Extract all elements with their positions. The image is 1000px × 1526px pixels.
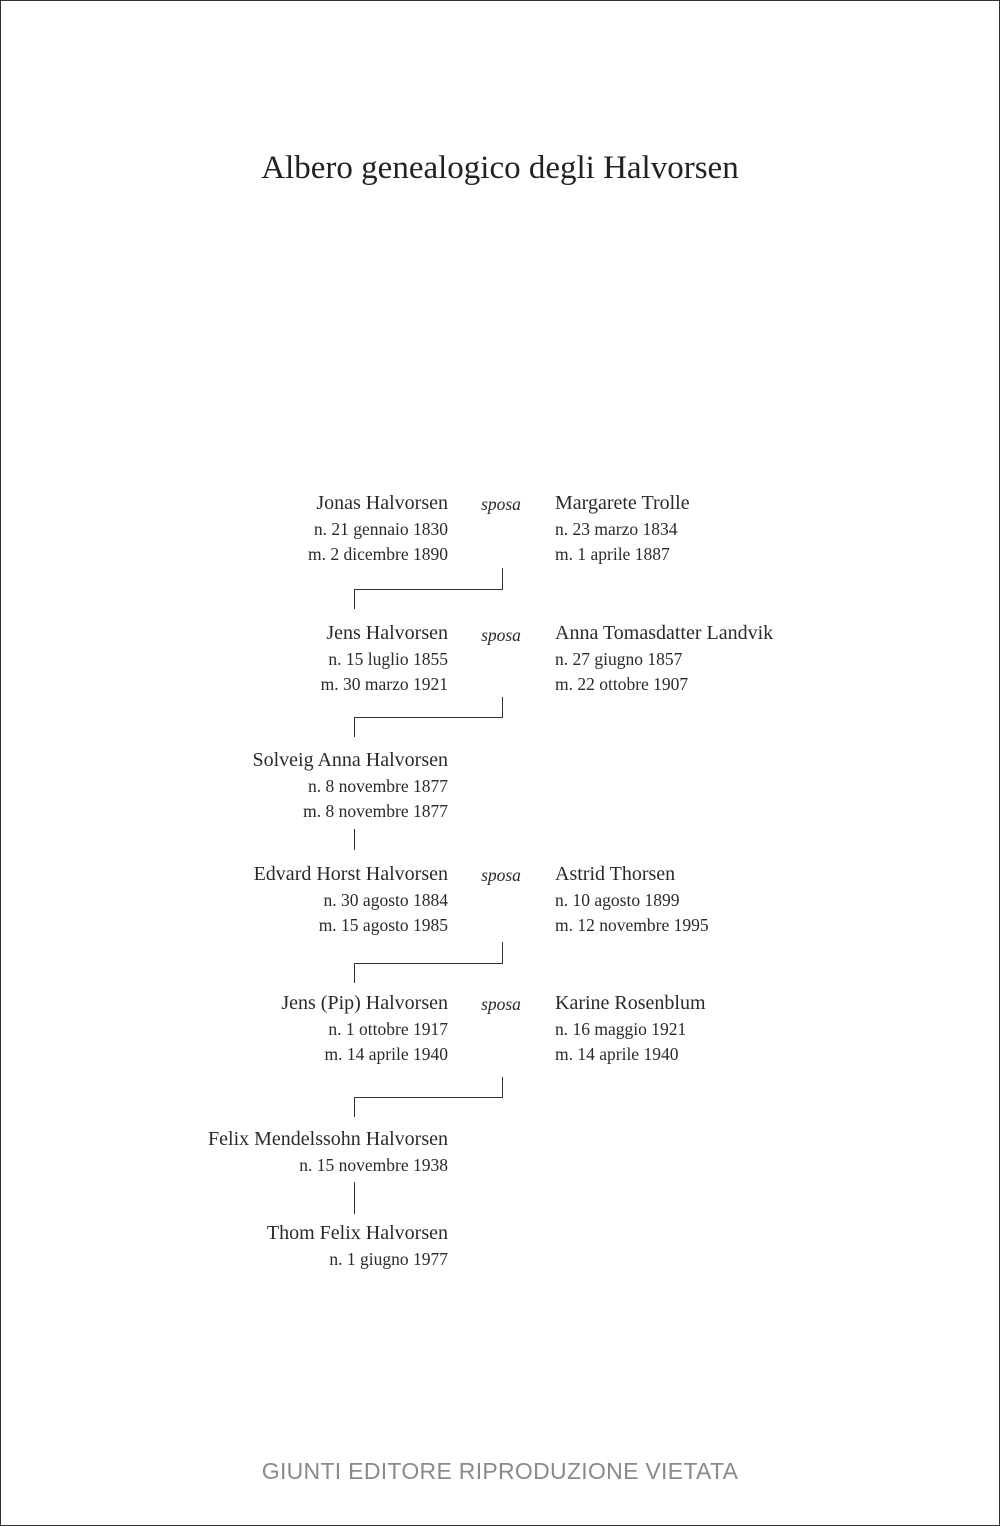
person-death: m. 30 marzo 1921 <box>320 674 448 694</box>
spouse-birth: n. 27 giugno 1857 <box>555 649 683 669</box>
connector-line <box>502 697 503 718</box>
spouse-margarete <box>555 491 690 567</box>
person-death: m. 2 dicembre 1890 <box>308 544 448 564</box>
person-edvard <box>254 862 448 938</box>
spouse-anna <box>555 621 773 697</box>
person-name: Thom Felix Halvorsen <box>266 1222 448 1244</box>
person-birth: n. 1 ottobre 1917 <box>328 1019 448 1039</box>
person-jens-pip <box>281 991 448 1067</box>
spouse-birth: n. 10 agosto 1899 <box>555 890 680 910</box>
connector-line <box>354 1097 355 1117</box>
connector-line <box>502 1077 503 1098</box>
spouse-label: sposa <box>481 865 521 885</box>
spouse-label: sposa <box>481 994 521 1014</box>
person-birth: n. 30 agosto 1884 <box>323 890 448 910</box>
spouse-death: m. 1 aprile 1887 <box>555 544 670 564</box>
copyright-footer: GIUNTI EDITORE RIPRODUZIONE VIETATA <box>261 1458 739 1484</box>
connector-line <box>354 963 503 964</box>
connector-line <box>354 717 503 718</box>
spouse-name: Margarete Trolle <box>555 492 690 514</box>
spouse-name: Anna Tomasdatter Landvik <box>555 622 774 644</box>
person-birth: n. 15 novembre 1938 <box>299 1155 448 1175</box>
person-name: Jens (Pip) Halvorsen <box>281 992 448 1014</box>
person-thom <box>267 1221 448 1272</box>
connector-line <box>502 942 503 964</box>
connector-line <box>354 589 503 590</box>
person-name: Jonas Halvorsen <box>316 492 448 514</box>
person-birth: n. 15 luglio 1855 <box>328 649 448 669</box>
spouse-birth: n. 16 maggio 1921 <box>555 1019 687 1039</box>
spouse-label: sposa <box>481 494 521 514</box>
person-death: m. 8 novembre 1877 <box>303 801 448 821</box>
person-name: Edvard Horst Halvorsen <box>253 863 448 885</box>
connector-line <box>354 1097 503 1098</box>
connector-line <box>354 1182 355 1214</box>
spouse-birth: n. 23 marzo 1834 <box>555 519 678 539</box>
spouse-name: Astrid Thorsen <box>555 863 676 885</box>
person-death: m. 14 aprile 1940 <box>324 1044 448 1064</box>
person-birth: n. 1 giugno 1977 <box>329 1249 448 1269</box>
person-name: Felix Mendelssohn Halvorsen <box>208 1128 448 1150</box>
connector-line <box>354 829 355 850</box>
spouse-karine <box>555 991 706 1067</box>
person-jonas <box>308 491 448 567</box>
person-jens <box>321 621 448 697</box>
person-felix <box>208 1127 448 1178</box>
spouse-death: m. 22 ottobre 1907 <box>555 674 689 694</box>
spouse-death: m. 14 aprile 1940 <box>555 1044 679 1064</box>
spouse-astrid <box>555 862 709 938</box>
person-solveig <box>252 748 448 824</box>
connector-line <box>354 589 355 609</box>
person-name: Solveig Anna Halvorsen <box>252 749 448 771</box>
page-title: Albero genealogico degli Halvorsen <box>261 150 739 186</box>
connector-line <box>502 568 503 590</box>
person-birth: n. 21 gennaio 1830 <box>313 519 448 539</box>
person-birth: n. 8 novembre 1877 <box>308 776 448 796</box>
person-death: m. 15 agosto 1985 <box>318 915 448 935</box>
person-name: Jens Halvorsen <box>326 622 448 644</box>
connector-line <box>354 717 355 737</box>
spouse-death: m. 12 novembre 1995 <box>555 915 709 935</box>
connector-line <box>354 963 355 983</box>
spouse-label: sposa <box>481 625 521 645</box>
spouse-name: Karine Rosenblum <box>555 992 706 1014</box>
